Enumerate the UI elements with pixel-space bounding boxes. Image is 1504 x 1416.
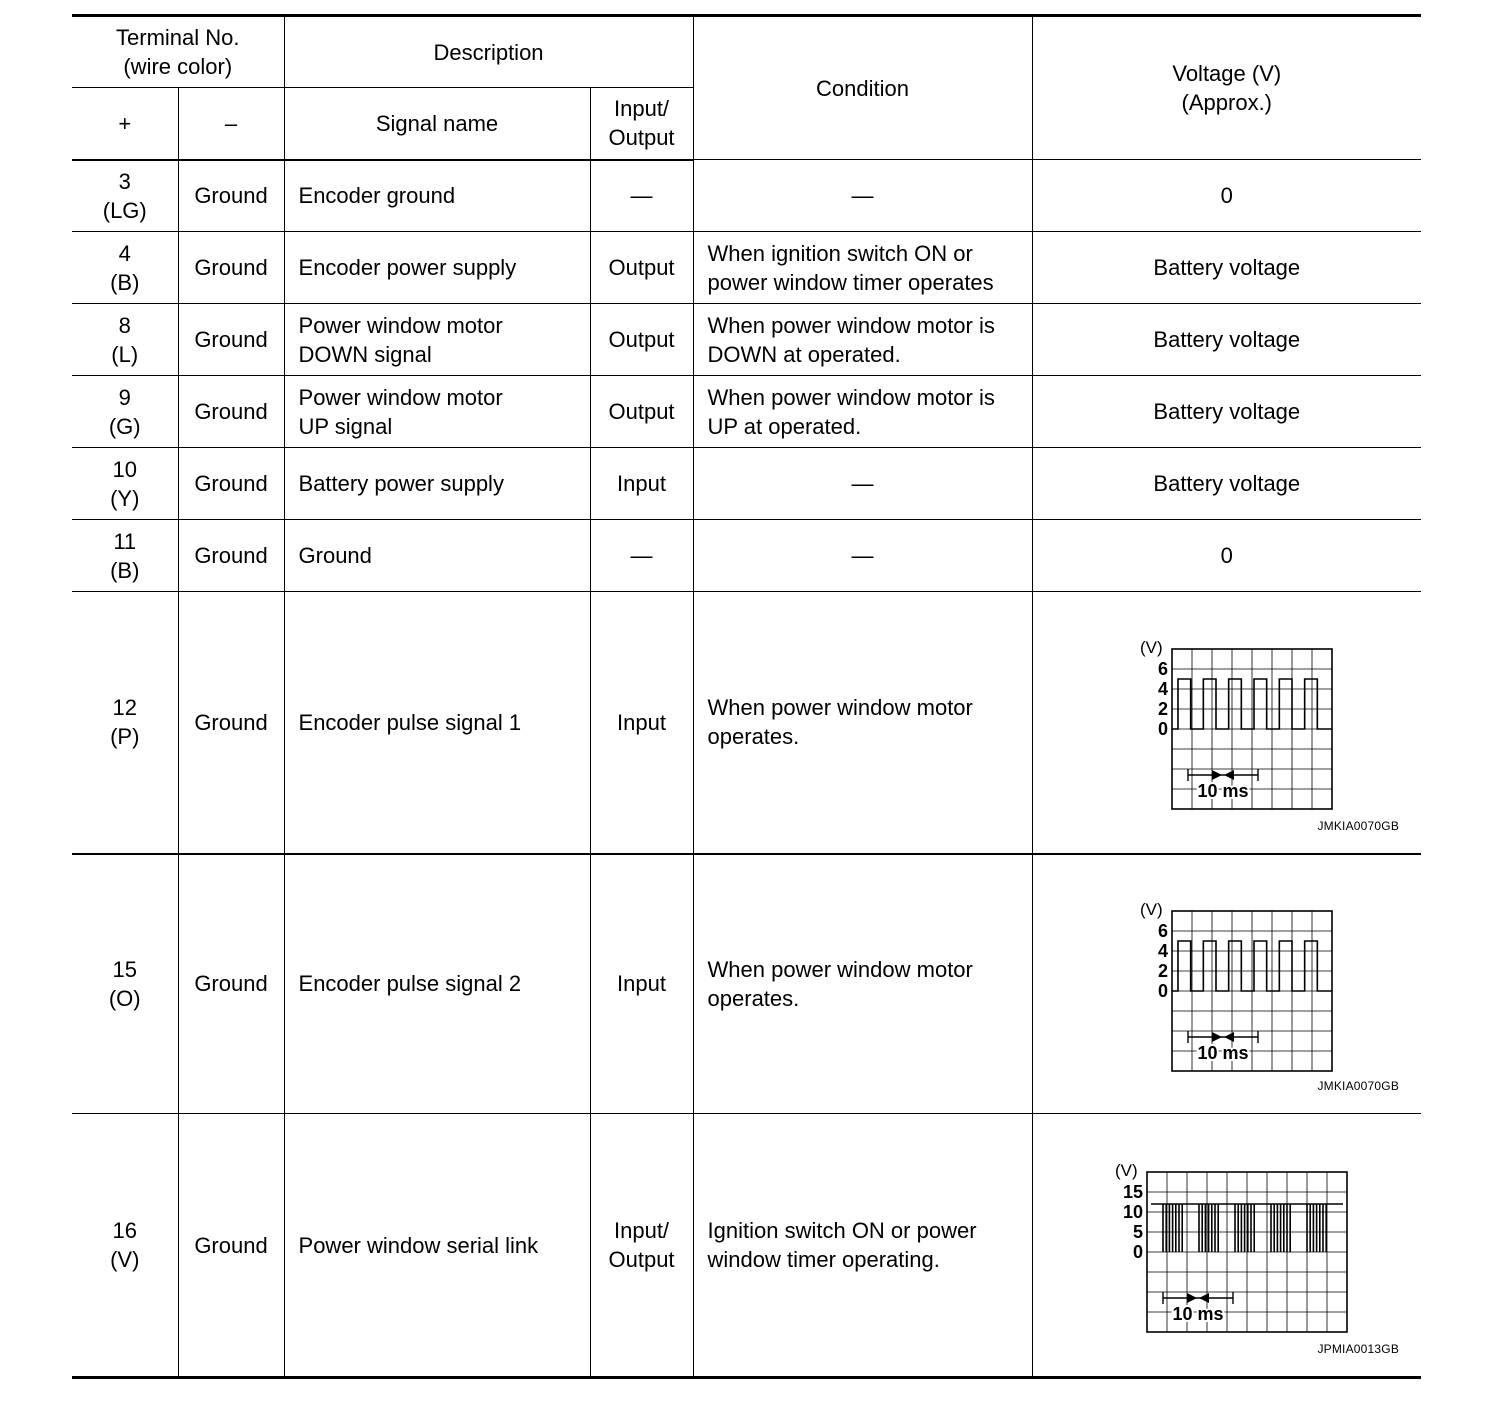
table-row xyxy=(72,854,1421,1114)
terminal-plus: 11 (B) xyxy=(72,520,178,592)
time-scale-label: 10 ms xyxy=(1197,1042,1249,1063)
table-row xyxy=(72,448,1421,520)
terminal-no-header: Terminal No. (wire color) xyxy=(72,16,284,88)
terminal-minus: Ground xyxy=(178,376,284,448)
voltage-value: Battery voltage xyxy=(1032,232,1421,304)
y-tick-label: 4 xyxy=(1157,940,1168,961)
voltage-value: Battery voltage xyxy=(1032,376,1421,448)
signal-name: Power window motor UP signal xyxy=(284,376,590,448)
voltage-value: 0 xyxy=(1032,520,1421,592)
signal-name: Encoder ground xyxy=(284,160,590,232)
signal-name: Power window motor DOWN signal xyxy=(284,304,590,376)
signal-name: Encoder power supply xyxy=(284,232,590,304)
figure-code: JMKIA0070GB xyxy=(1317,818,1400,833)
table-row xyxy=(72,304,1421,376)
signal-name: Power window serial link xyxy=(284,1114,590,1378)
terminal-minus: Ground xyxy=(178,304,284,376)
signal-name-header: Signal name xyxy=(284,88,590,160)
y-tick-label: 2 xyxy=(1157,699,1168,720)
y-tick-label: 15 xyxy=(1122,1182,1143,1202)
serial-burst xyxy=(1307,1204,1326,1252)
arrow-right-icon xyxy=(1212,1032,1222,1042)
terminal-plus: 8 (L) xyxy=(72,304,178,376)
terminal-minus: Ground xyxy=(178,448,284,520)
serial-burst xyxy=(1235,1204,1254,1252)
figure-code: JMKIA0070GB xyxy=(1317,1079,1400,1093)
y-tick-label: 6 xyxy=(1157,920,1168,941)
voltage-header: Voltage (V) (Approx.) xyxy=(1032,16,1421,160)
terminal-minus: Ground xyxy=(178,592,284,854)
voltage-waveform-cell xyxy=(1032,1114,1421,1378)
terminal-plus: 3 (LG) xyxy=(72,160,178,232)
condition: — xyxy=(693,160,1032,232)
input-output: Input xyxy=(590,854,693,1114)
condition: Ignition switch ON or power window timer operating. xyxy=(693,1114,1032,1378)
voltage-value: Battery voltage xyxy=(1032,448,1421,520)
terminal-plus: 9 (G) xyxy=(72,376,178,448)
y-tick-label: 0 xyxy=(1157,980,1168,1001)
table-row xyxy=(72,520,1421,592)
terminal-plus: 15 (O) xyxy=(72,854,178,1114)
input-output: Input xyxy=(590,592,693,854)
plus-header: + xyxy=(72,88,178,160)
input-output: Input/ Output xyxy=(590,1114,693,1378)
input-output: Input xyxy=(590,448,693,520)
voltage-value: 0 xyxy=(1032,160,1421,232)
terminal-minus: Ground xyxy=(178,1114,284,1378)
terminal-plus: 10 (Y) xyxy=(72,448,178,520)
voltage-value: Battery voltage xyxy=(1032,304,1421,376)
input-output-header: Input/ Output xyxy=(590,88,693,160)
y-tick-label: 2 xyxy=(1157,960,1168,981)
y-tick-label: 10 xyxy=(1122,1202,1143,1222)
terminal-spec-table xyxy=(72,14,1421,1379)
pulse-waveform-graph xyxy=(1112,889,1342,1079)
serial-burst xyxy=(1163,1204,1182,1252)
condition-header: Condition xyxy=(693,16,1032,160)
time-scale-label: 10 ms xyxy=(1172,1304,1224,1324)
terminal-plus: 16 (V) xyxy=(72,1114,178,1378)
input-output: Output xyxy=(590,232,693,304)
time-scale-label: 10 ms xyxy=(1197,781,1249,802)
condition: — xyxy=(693,448,1032,520)
header-row-1 xyxy=(72,16,1421,88)
signal-name: Ground xyxy=(284,520,590,592)
condition: When power window motor operates. xyxy=(693,592,1032,854)
terminal-plus: 4 (B) xyxy=(72,232,178,304)
serial-burst xyxy=(1271,1204,1290,1252)
table-row xyxy=(72,160,1421,232)
y-tick-label: 0 xyxy=(1132,1242,1143,1262)
condition: When power window motor is DOWN at operated. xyxy=(693,304,1032,376)
table-row xyxy=(72,232,1421,304)
table-row xyxy=(72,592,1421,854)
terminal-minus: Ground xyxy=(178,520,284,592)
table-row xyxy=(72,1114,1421,1378)
axis-unit-label: (V) xyxy=(1114,1161,1138,1180)
y-tick-label: 4 xyxy=(1157,679,1168,700)
input-output: — xyxy=(590,520,693,592)
signal-name: Encoder pulse signal 2 xyxy=(284,854,590,1114)
signal-name: Encoder pulse signal 1 xyxy=(284,592,590,854)
terminal-minus: Ground xyxy=(178,854,284,1114)
pulse-waveform-graph xyxy=(1112,627,1342,817)
y-tick-label: 5 xyxy=(1132,1222,1143,1242)
arrow-left-icon xyxy=(1224,770,1234,780)
serial-waveform-graph xyxy=(1087,1150,1367,1340)
input-output: — xyxy=(590,160,693,232)
minus-header: – xyxy=(178,88,284,160)
arrow-right-icon xyxy=(1187,1293,1197,1303)
axis-unit-label: (V) xyxy=(1139,638,1163,658)
description-header: Description xyxy=(284,16,693,88)
serial-burst xyxy=(1199,1204,1218,1252)
terminal-minus: Ground xyxy=(178,160,284,232)
axis-unit-label: (V) xyxy=(1139,899,1163,919)
terminal-plus: 12 (P) xyxy=(72,592,178,854)
table-row xyxy=(72,376,1421,448)
signal-name: Battery power supply xyxy=(284,448,590,520)
condition: — xyxy=(693,520,1032,592)
terminal-minus: Ground xyxy=(178,232,284,304)
arrow-left-icon xyxy=(1224,1032,1234,1042)
condition: When ignition switch ON or power window timer operates xyxy=(693,232,1032,304)
input-output: Output xyxy=(590,304,693,376)
voltage-waveform-cell xyxy=(1032,592,1421,854)
figure-code: JPMIA0013GB xyxy=(1317,1342,1400,1356)
condition: When power window motor is UP at operated. xyxy=(693,376,1032,448)
y-tick-label: 6 xyxy=(1157,659,1168,680)
arrow-left-icon xyxy=(1199,1293,1209,1303)
arrow-right-icon xyxy=(1212,770,1222,780)
input-output: Output xyxy=(590,376,693,448)
voltage-waveform-cell xyxy=(1032,854,1421,1114)
condition: When power window motor operates. xyxy=(693,854,1032,1114)
y-tick-label: 0 xyxy=(1157,719,1168,740)
